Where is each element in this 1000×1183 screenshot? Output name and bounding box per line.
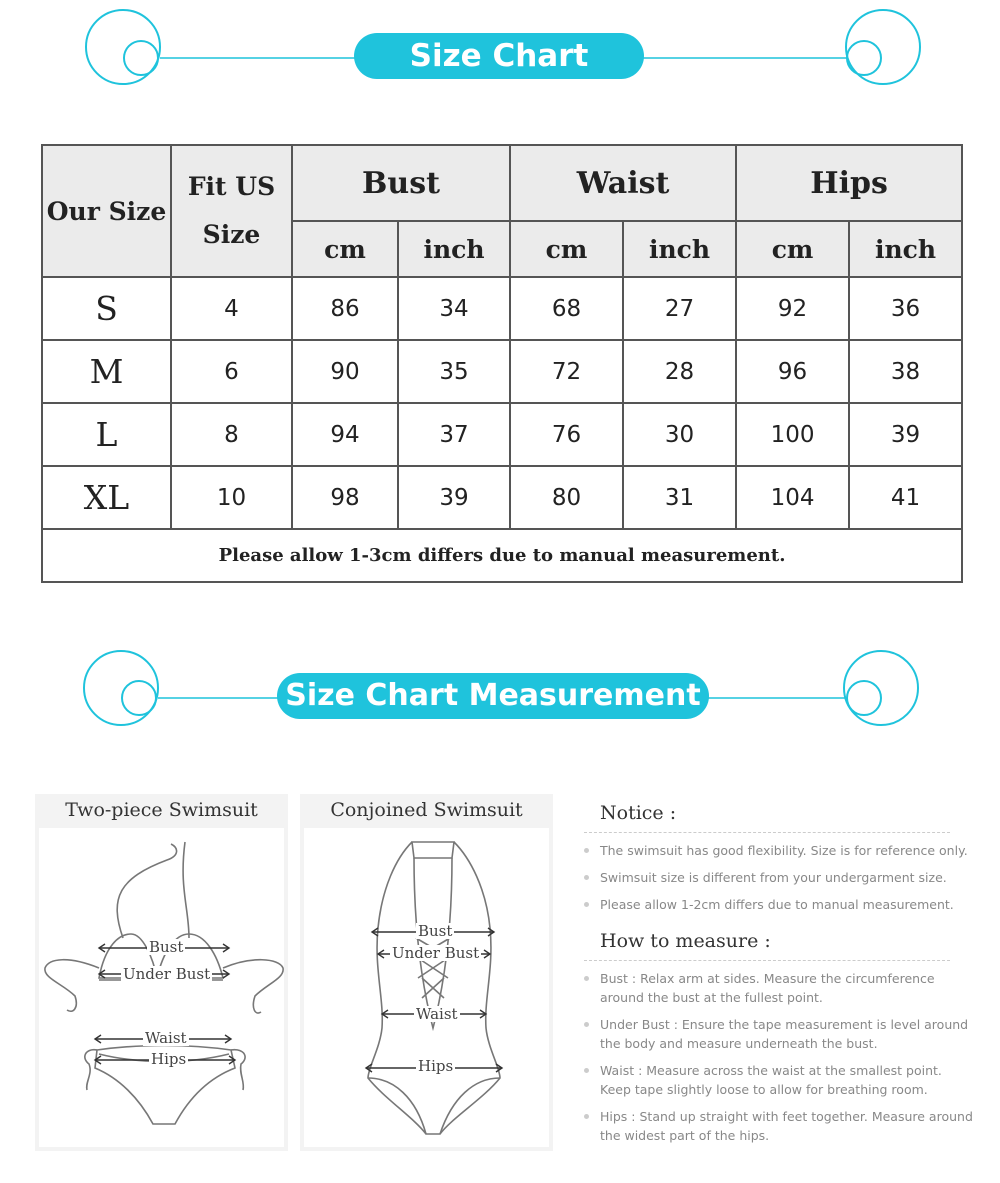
header-fit-us-line1: Fit US bbox=[187, 172, 276, 201]
value-cell: 80 bbox=[510, 466, 623, 529]
value-cell: 31 bbox=[623, 466, 736, 529]
value-cell: 94 bbox=[292, 403, 398, 466]
how-to-measure-list bbox=[584, 961, 974, 1145]
size-cell: M bbox=[42, 340, 171, 403]
notice-section bbox=[584, 800, 974, 1153]
two-piece-diagram bbox=[39, 828, 284, 1147]
how-to-measure-section bbox=[584, 928, 974, 1145]
bikini-illustration bbox=[39, 828, 284, 1147]
bullet-icon bbox=[584, 875, 589, 880]
value-cell: 36 bbox=[849, 277, 962, 340]
header-fit-us-size bbox=[171, 145, 292, 277]
label-waist: Waist bbox=[145, 1029, 187, 1047]
label-under-bust: Under Bust bbox=[392, 944, 480, 962]
list-item bbox=[584, 1061, 974, 1099]
size-chart-table bbox=[41, 144, 963, 583]
measurement-title: Size Chart Measurement bbox=[285, 678, 701, 713]
value-cell: 92 bbox=[736, 277, 849, 340]
circle-icon bbox=[847, 41, 881, 75]
table-row bbox=[42, 403, 962, 466]
value-cell: 30 bbox=[623, 403, 736, 466]
header-unit: inch bbox=[849, 221, 962, 277]
bullet-icon bbox=[584, 1114, 589, 1119]
bullet-icon bbox=[584, 902, 589, 907]
header-waist: Waist bbox=[510, 145, 736, 221]
header-fit-us-line2: Size bbox=[202, 220, 261, 249]
conjoined-diagram bbox=[304, 828, 549, 1147]
value-cell: 34 bbox=[398, 277, 510, 340]
bullet-icon bbox=[584, 1068, 589, 1073]
value-cell: 100 bbox=[736, 403, 849, 466]
us-size-cell: 4 bbox=[171, 277, 292, 340]
notice-text: The swimsuit has good flexibility. Size is for reference only. bbox=[600, 843, 968, 858]
value-cell: 96 bbox=[736, 340, 849, 403]
value-cell: 104 bbox=[736, 466, 849, 529]
circle-icon bbox=[124, 41, 158, 75]
howto-text: Bust : Relax arm at sides. Measure the circumference around the bust at the fullest point. bbox=[600, 971, 935, 1005]
bullet-icon bbox=[584, 976, 589, 981]
us-size-cell: 6 bbox=[171, 340, 292, 403]
list-item bbox=[584, 969, 974, 1007]
value-cell: 38 bbox=[849, 340, 962, 403]
value-cell: 41 bbox=[849, 466, 962, 529]
header-unit: cm bbox=[292, 221, 398, 277]
value-cell: 72 bbox=[510, 340, 623, 403]
header-unit: cm bbox=[510, 221, 623, 277]
value-cell: 90 bbox=[292, 340, 398, 403]
table-row bbox=[42, 466, 962, 529]
header-our-size: Our Size bbox=[42, 145, 171, 277]
how-to-measure-title: How to measure : bbox=[584, 928, 950, 961]
header-bust: Bust bbox=[292, 145, 510, 221]
notice-title: Notice : bbox=[584, 800, 950, 833]
label-bust: Bust bbox=[418, 922, 453, 940]
value-cell: 37 bbox=[398, 403, 510, 466]
conjoined-panel bbox=[300, 794, 553, 1151]
size-cell: L bbox=[42, 403, 171, 466]
list-item bbox=[584, 895, 974, 914]
measurement-note: Please allow 1-3cm differs due to manual measurement. bbox=[42, 529, 962, 582]
measurement-title-pill bbox=[277, 673, 709, 719]
notice-text: Swimsuit size is different from your undergarment size. bbox=[600, 870, 947, 885]
value-cell: 68 bbox=[510, 277, 623, 340]
list-item bbox=[584, 1107, 974, 1145]
list-item bbox=[584, 868, 974, 887]
two-piece-title: Two-piece Swimsuit bbox=[65, 799, 258, 821]
howto-text: Waist : Measure across the waist at the smallest point. Keep tape slightly loose to allow for breathing room. bbox=[600, 1063, 942, 1097]
header-hips: Hips bbox=[736, 145, 962, 221]
value-cell: 27 bbox=[623, 277, 736, 340]
list-item bbox=[584, 1015, 974, 1053]
conjoined-title: Conjoined Swimsuit bbox=[330, 799, 523, 821]
header-unit: cm bbox=[736, 221, 849, 277]
header-unit: inch bbox=[623, 221, 736, 277]
value-cell: 98 bbox=[292, 466, 398, 529]
bullet-icon bbox=[584, 848, 589, 853]
size-cell: XL bbox=[42, 466, 171, 529]
value-cell: 39 bbox=[398, 466, 510, 529]
us-size-cell: 10 bbox=[171, 466, 292, 529]
value-cell: 35 bbox=[398, 340, 510, 403]
one-piece-illustration bbox=[304, 828, 549, 1147]
value-cell: 28 bbox=[623, 340, 736, 403]
label-under-bust: Under Bust bbox=[123, 965, 211, 983]
value-cell: 76 bbox=[510, 403, 623, 466]
table-row bbox=[42, 277, 962, 340]
value-cell: 39 bbox=[849, 403, 962, 466]
size-cell: S bbox=[42, 277, 171, 340]
notice-text: Please allow 1-2cm differs due to manual measurement. bbox=[600, 897, 954, 912]
label-hips: Hips bbox=[151, 1050, 187, 1068]
label-hips: Hips bbox=[418, 1057, 454, 1075]
measurement-banner bbox=[0, 646, 1000, 736]
howto-text: Hips : Stand up straight with feet together. Measure around the widest part of the hips. bbox=[600, 1109, 973, 1143]
table-row bbox=[42, 340, 962, 403]
header-unit: inch bbox=[398, 221, 510, 277]
two-piece-panel bbox=[35, 794, 288, 1151]
us-size-cell: 8 bbox=[171, 403, 292, 466]
size-chart-title: Size Chart bbox=[409, 38, 589, 74]
size-chart-title-pill bbox=[354, 33, 644, 79]
notice-list bbox=[584, 833, 974, 914]
circle-icon bbox=[847, 681, 881, 715]
bullet-icon bbox=[584, 1022, 589, 1027]
label-bust: Bust bbox=[149, 938, 184, 956]
howto-text: Under Bust : Ensure the tape measurement is level around the body and measure underneath the bust. bbox=[600, 1017, 969, 1051]
size-chart-banner bbox=[0, 6, 1000, 96]
circle-icon bbox=[122, 681, 156, 715]
label-waist: Waist bbox=[416, 1005, 458, 1023]
circle-icon bbox=[844, 651, 918, 725]
value-cell: 86 bbox=[292, 277, 398, 340]
list-item bbox=[584, 841, 974, 860]
